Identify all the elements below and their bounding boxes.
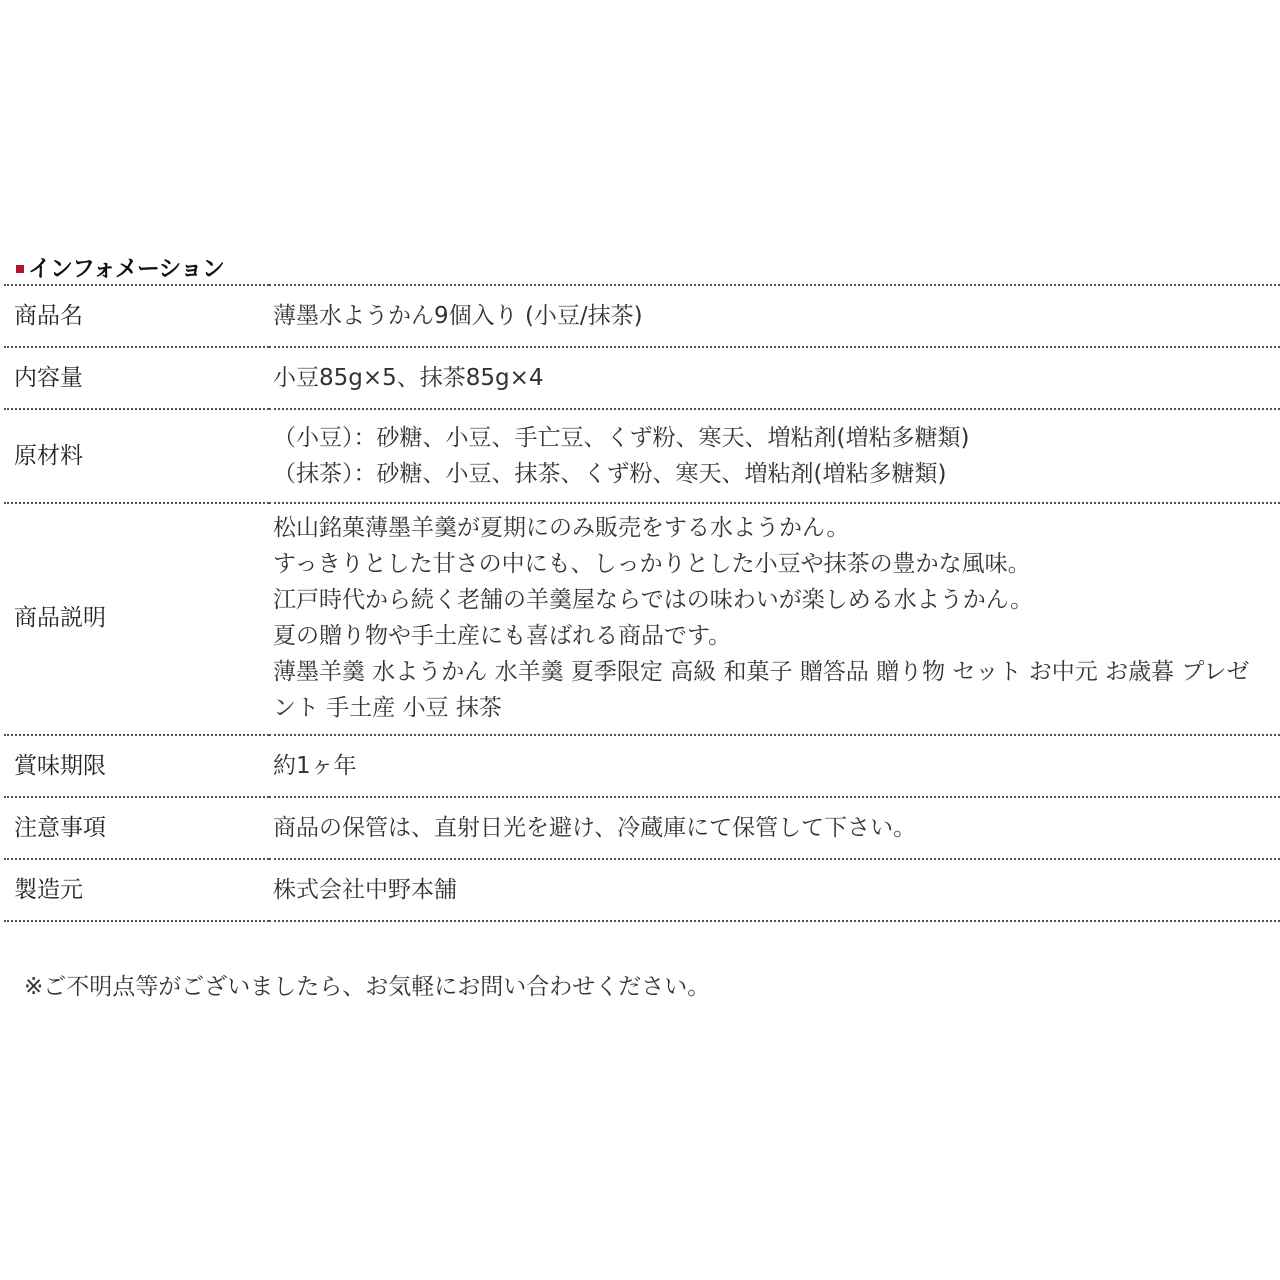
value-line: 株式会社中野本舗 xyxy=(273,877,457,903)
table-row-product-name xyxy=(4,285,1280,347)
table-row-description xyxy=(4,503,1280,735)
value-line: 夏の贈り物や手土産にも喜ばれる商品です。 xyxy=(273,623,732,649)
table-row-best-before xyxy=(4,735,1280,797)
value-line: 松山銘菓薄墨羊羹が夏期にのみ販売をする水ようかん。 xyxy=(273,515,850,541)
row-label: 注意事項 xyxy=(4,797,269,859)
footer-note: ※ご不明点等がございましたら、お気軽にお問い合わせください。 xyxy=(24,974,711,1000)
value-line: （小豆）：砂糖、小豆、手亡豆、くず粉、寒天、増粘剤(増粘多糖類) xyxy=(273,425,970,451)
row-value xyxy=(269,859,1280,921)
section-header xyxy=(4,248,1280,284)
value-line: 江戸時代から続く老舗の羊羹屋ならではの味わいが楽しめる水ようかん。 xyxy=(273,587,1034,613)
row-label: 内容量 xyxy=(4,347,269,409)
row-label: 原材料 xyxy=(4,409,269,503)
row-label: 商品名 xyxy=(4,285,269,347)
row-label: 商品説明 xyxy=(4,503,269,735)
row-value xyxy=(269,347,1280,409)
info-table xyxy=(4,284,1280,922)
value-line: 約1ヶ年 xyxy=(273,753,357,779)
square-bullet-icon xyxy=(16,265,24,273)
row-value xyxy=(269,797,1280,859)
row-value xyxy=(269,503,1280,735)
value-line: （抹茶）：砂糖、小豆、抹茶、くず粉、寒天、増粘剤(増粘多糖類) xyxy=(273,461,947,487)
section-title: インフォメーション xyxy=(28,255,224,282)
row-label: 製造元 xyxy=(4,859,269,921)
row-value xyxy=(269,735,1280,797)
information-section xyxy=(4,248,1280,922)
table-row-manufacturer xyxy=(4,859,1280,921)
value-line: すっきりとした甘さの中にも、しっかりとした小豆や抹茶の豊かな風味。 xyxy=(273,551,1031,577)
table-row-contents xyxy=(4,347,1280,409)
table-row-ingredients xyxy=(4,409,1280,503)
value-line: 小豆85g×5、抹茶85g×4 xyxy=(273,365,544,391)
value-line: 商品の保管は、直射日光を避け、冷蔵庫にて保管して下さい。 xyxy=(273,815,917,841)
row-value xyxy=(269,285,1280,347)
value-line: 薄墨水ようかん9個入り (小豆/抹茶) xyxy=(273,303,643,329)
row-label: 賞味期限 xyxy=(4,735,269,797)
table-row-precautions xyxy=(4,797,1280,859)
value-line-keywords: 薄墨羊羹 水ようかん 水羊羹 夏季限定 高級 和菓子 贈答品 贈り物 セット お中元 お歳暮 プレゼント 手土産 小豆 抹茶 xyxy=(273,659,1250,721)
row-value xyxy=(269,409,1280,503)
